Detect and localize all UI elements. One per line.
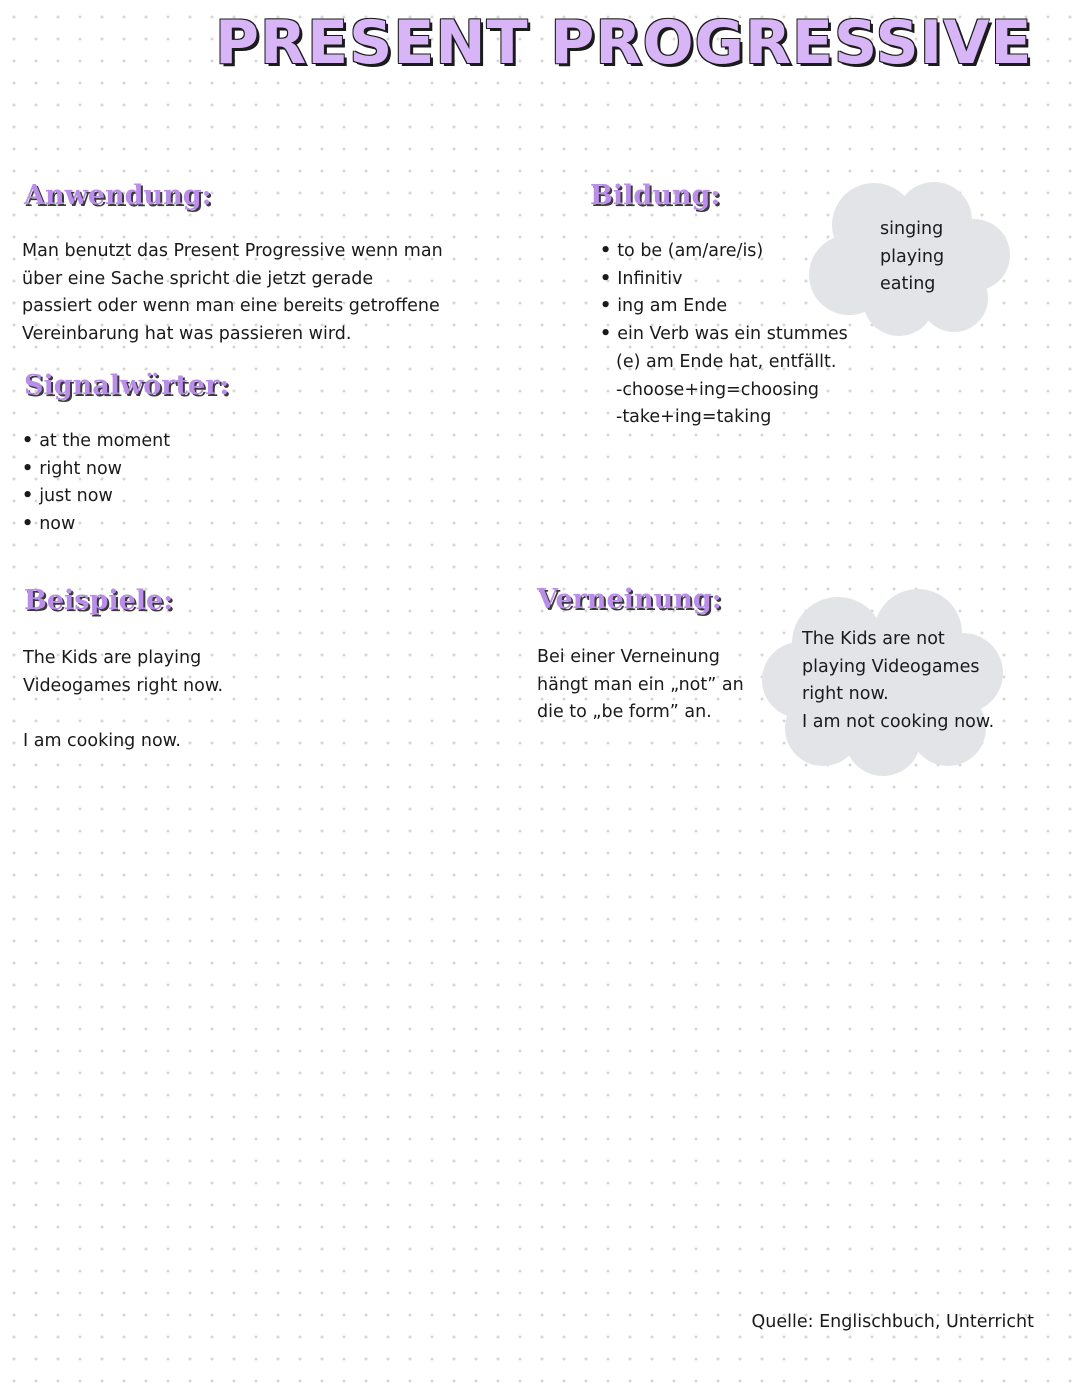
anwendung-heading: Anwendung: [24, 180, 212, 211]
beispiele-text [23, 645, 223, 700]
beispiel-line: I am cooking now. [23, 731, 181, 751]
list-item: • ing am Ende [600, 296, 728, 317]
verneinung-cloud-text [802, 626, 994, 737]
page-title: PRESENT PROGRESSIVE [215, 8, 1033, 78]
cloud-line: The Kids are not [802, 629, 945, 649]
list-item: • now [22, 514, 76, 535]
anwendung-line: Vereinbarung hat was passieren wird. [22, 324, 352, 345]
beispiele-heading: Beispiele: [24, 585, 174, 616]
beispiel-line: Videogames right now. [23, 675, 224, 696]
verneinung-line: Bei einer Verneinung [537, 647, 720, 667]
beispiele-extra [23, 728, 181, 756]
cloud-line: I am not cooking now. [802, 712, 995, 733]
bildung-note: -choose+ing=choosing [616, 379, 820, 400]
list-item: • right now [22, 458, 122, 479]
bullet-icon: • [22, 431, 34, 451]
bullet-icon: • [22, 486, 34, 507]
cloud-line: playing Videogames [802, 656, 980, 677]
verneinung-line: hängt man ein „not” an [537, 674, 744, 695]
list-item: • to be (am/are/is) [600, 241, 764, 261]
list-item: • Infinitiv [600, 268, 683, 289]
list-item: • at the moment [22, 431, 171, 451]
bullet-icon: • [600, 241, 612, 261]
verneinung-line: die to „be form” an. [537, 702, 712, 723]
bullet-icon: • [600, 324, 612, 345]
anwendung-line: über eine Sache spricht die jetzt gerade [22, 268, 374, 289]
beispiel-line: The Kids are playing [23, 648, 202, 668]
source-note: Quelle: Englischbuch, Unterricht [751, 1312, 1034, 1332]
bullet-icon: • [600, 296, 612, 317]
bullet-icon: • [22, 514, 34, 535]
cloud-word: playing [880, 246, 945, 267]
list-item: • just now [22, 486, 113, 507]
verneinung-text [537, 644, 744, 727]
cloud-word: singing [880, 219, 944, 239]
signalwoerter-list [22, 428, 170, 539]
list-item: • ein Verb was ein stummes [600, 324, 848, 345]
bullet-icon: • [600, 268, 612, 289]
anwendung-line: passiert oder wenn man eine bereits getroffene [22, 296, 440, 317]
bildung-cloud-words [880, 216, 944, 299]
cloud-line: right now. [802, 684, 889, 705]
bildung-heading: Bildung: [590, 180, 721, 211]
anwendung-line: Man benutzt das Present Progressive wenn man [22, 241, 443, 261]
cloud-word: eating [880, 274, 936, 295]
verneinung-heading: Verneinung: [537, 584, 722, 615]
anwendung-text [22, 238, 443, 349]
bildung-note: (e) am Ende hat, entfällt. [616, 352, 837, 372]
bildung-list [600, 238, 848, 349]
signalwoerter-heading: Signalwörter: [24, 370, 230, 401]
bildung-continuation [616, 349, 836, 432]
bildung-note: -take+ing=taking [616, 407, 772, 428]
bullet-icon: • [22, 458, 34, 479]
